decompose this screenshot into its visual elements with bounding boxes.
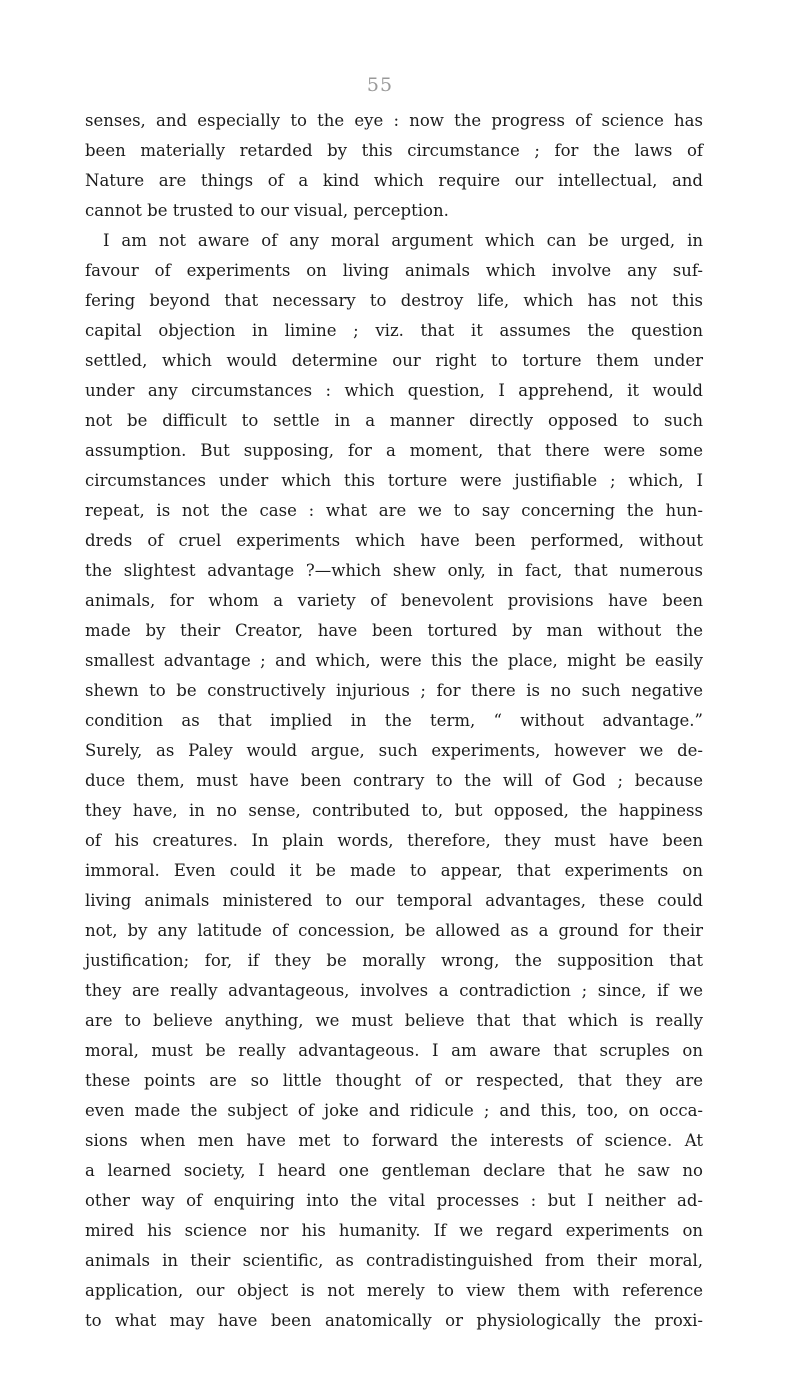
- text-line: animals in their scientific, as contradistinguished from their moral,: [85, 1251, 703, 1270]
- text-line: a learned society, I heard one gentleman declare that he saw no: [85, 1161, 703, 1180]
- text-line: they are really advantageous, involves a contradiction ; since, if we: [85, 981, 703, 1000]
- text-line: dreds of cruel experiments which have been performed, without: [85, 531, 703, 550]
- text-line: duce them, must have been contrary to the will of God ; because: [85, 771, 703, 790]
- text-line: immoral. Even could it be made to appear, that experiments on: [85, 861, 703, 880]
- text-line: other way of enquiring into the vital processes : but I neither ad-: [85, 1191, 703, 1210]
- text-line: not, by any latitude of concession, be allowed as a ground for their: [85, 921, 703, 940]
- text-line: favour of experiments on living animals which involve any suf-: [85, 261, 703, 280]
- text-line: cannot be trusted to our visual, perception.: [85, 201, 449, 220]
- text-line: they have, in no sense, contributed to, but opposed, the happiness: [85, 801, 703, 820]
- text-line: shewn to be constructively injurious ; for there is no such negative: [85, 681, 703, 700]
- text-line: fering beyond that necessary to destroy life, which has not this: [85, 291, 703, 310]
- text-line: sions when men have met to forward the interests of science. At: [85, 1131, 703, 1150]
- text-line: circumstances under which this torture were justifiable ; which, I: [85, 471, 703, 490]
- text-line: settled, which would determine our right to torture them under: [85, 351, 703, 370]
- text-line: of his creatures. In plain words, therefore, they must have been: [85, 831, 703, 850]
- text-line: even made the subject of joke and ridicule ; and this, too, on occa-: [85, 1101, 703, 1120]
- text-line: been materially retarded by this circumstance ; for the laws of: [85, 141, 703, 160]
- text-line: repeat, is not the case : what are we to say concerning the hun-: [85, 501, 703, 520]
- text-line: the slightest advantage ?—which shew only, in fact, that numerous: [85, 561, 703, 580]
- text-line: are to believe anything, we must believe that that which is really: [85, 1011, 703, 1030]
- text-line: not be difficult to settle in a manner directly opposed to such: [85, 411, 703, 430]
- text-line: assumption. But supposing, for a moment, that there were some: [85, 441, 703, 460]
- text-line: living animals ministered to our temporal advantages, these could: [85, 891, 703, 910]
- text-line: senses, and especially to the eye : now the progress of science has: [85, 111, 703, 130]
- text-line: animals, for whom a variety of benevolent provisions have been: [85, 591, 703, 610]
- text-line: to what may have been anatomically or physiologically the proxi-: [85, 1311, 703, 1330]
- text-line: I am not aware of any moral argument which can be urged, in: [103, 231, 703, 250]
- text-line: justification; for, if they be morally wrong, the supposition that: [85, 951, 703, 970]
- text-line: moral, must be really advantageous. I am aware that scruples on: [85, 1041, 703, 1060]
- paragraph: [85, 226, 703, 1336]
- text-line: Nature are things of a kind which require our intellectual, and: [85, 171, 703, 190]
- body-text: [85, 106, 703, 1336]
- text-line: mired his science nor his humanity. If we regard experiments on: [85, 1221, 703, 1240]
- paragraph: [85, 106, 703, 226]
- text-line: these points are so little thought of or respected, that they are: [85, 1071, 703, 1090]
- text-line: application, our object is not merely to view them with reference: [85, 1281, 703, 1300]
- text-line: condition as that implied in the term, “ without advantage.”: [85, 711, 703, 730]
- text-line: made by their Creator, have been tortured by man without the: [85, 621, 703, 640]
- text-line: capital objection in limine ; viz. that it assumes the question: [85, 321, 703, 340]
- text-line: under any circumstances : which question, I apprehend, it would: [85, 381, 703, 400]
- text-line: Surely, as Paley would argue, such experiments, however we de-: [85, 741, 703, 760]
- text-line: smallest advantage ; and which, were this the place, might be easily: [85, 651, 703, 670]
- page-number: 55: [366, 74, 394, 96]
